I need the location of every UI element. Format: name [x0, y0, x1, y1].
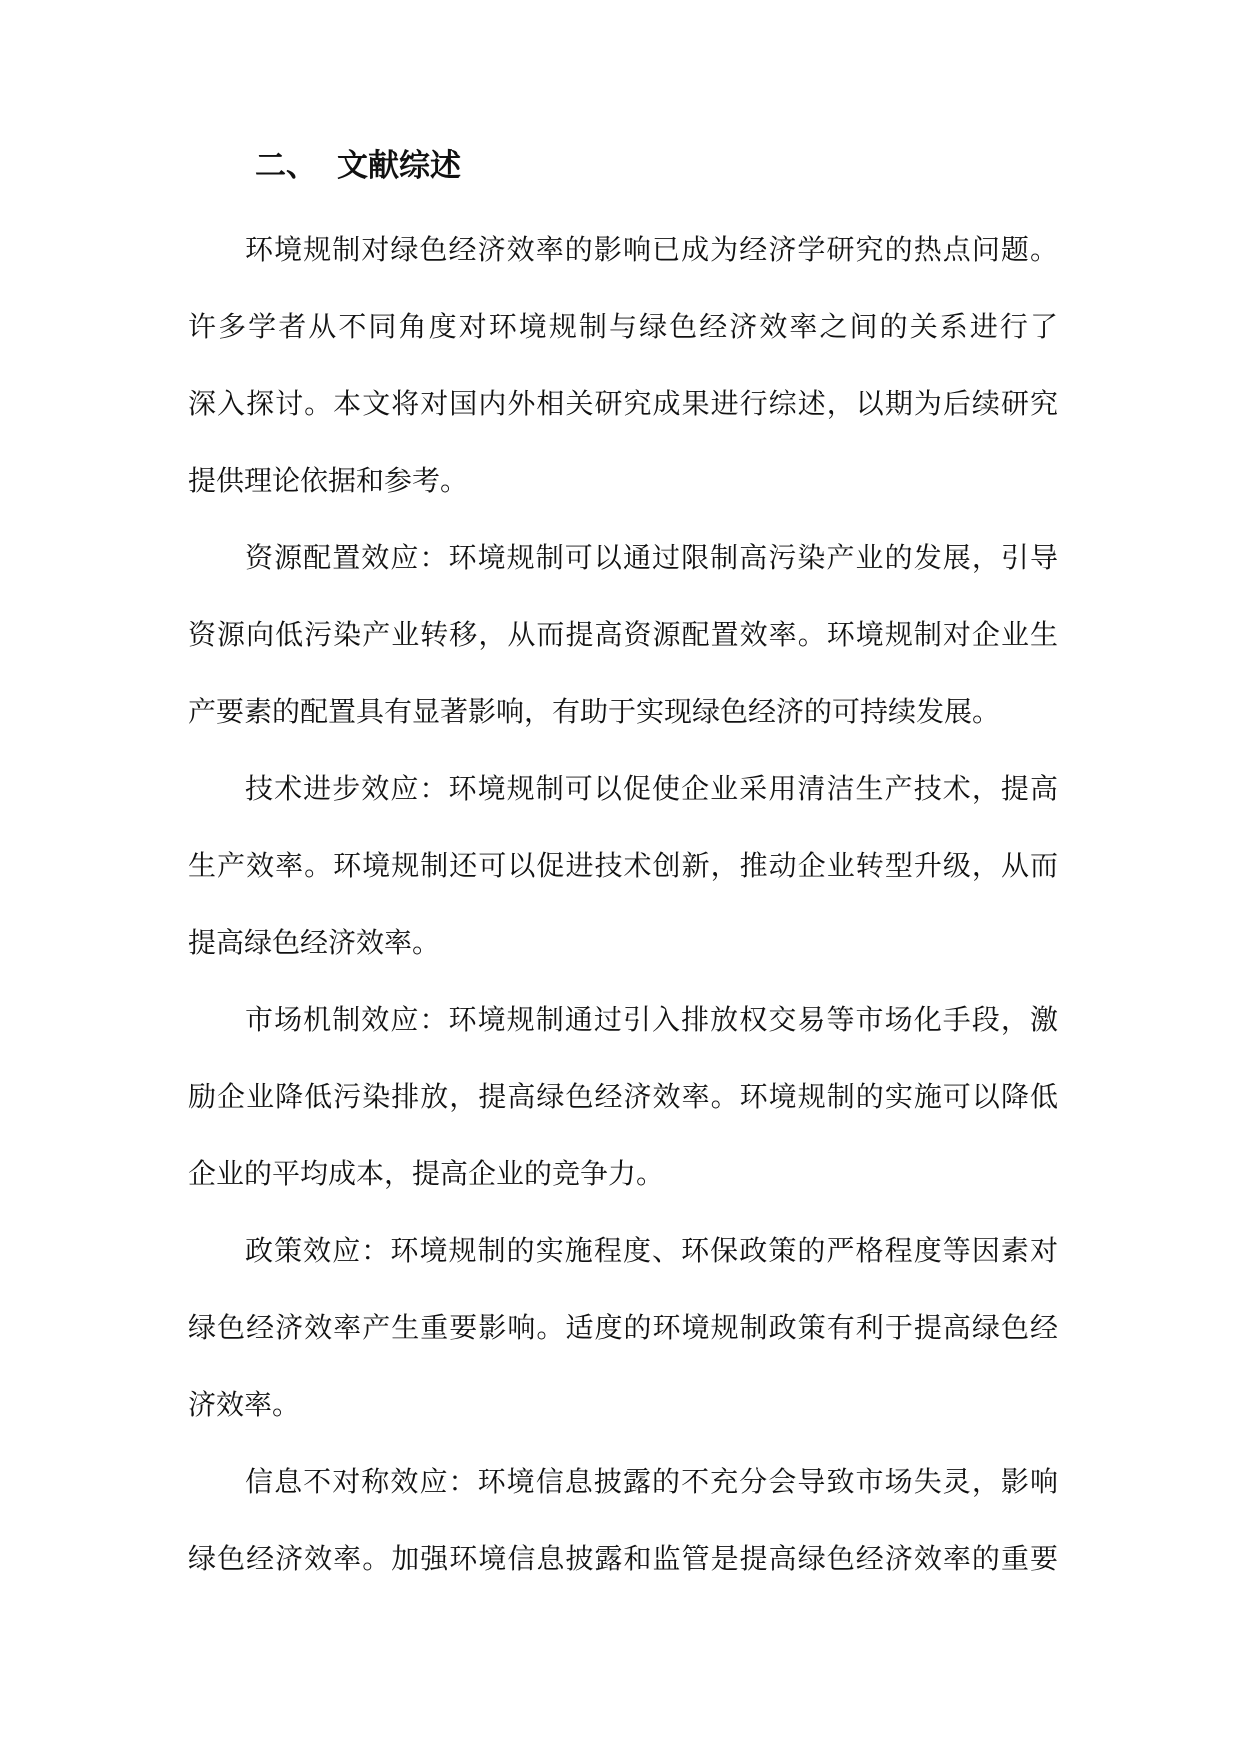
section-title: 文献综述	[337, 148, 461, 184]
text-line: 许多学者从不同角度对环境规制与绿色经济效率之间的关系进行了	[188, 310, 1058, 343]
text-line: 产要素的配置具有显著影响，有助于实现绿色经济的可持续发展。	[188, 695, 1001, 728]
text-line: 技术进步效应：环境规制可以促使企业采用清洁生产技术，提高	[245, 772, 1058, 805]
text-line: 绿色经济效率。加强环境信息披露和监管是提高绿色经济效率的重要	[188, 1542, 1058, 1575]
text-line: 信息不对称效应：环境信息披露的不充分会导致市场失灵，影响	[245, 1465, 1058, 1498]
text-line: 政策效应：环境规制的实施程度、环保政策的严格程度等因素对	[245, 1234, 1058, 1267]
text-line: 绿色经济效率产生重要影响。适度的环境规制政策有利于提高绿色经	[188, 1311, 1058, 1344]
text-line: 提高绿色经济效率。	[188, 926, 441, 959]
text-line: 深入探讨。本文将对国内外相关研究成果进行综述，以期为后续研究	[188, 387, 1058, 420]
text-line: 环境规制对绿色经济效率的影响已成为经济学研究的热点问题。	[245, 233, 1058, 266]
text-line: 资源配置效应：环境规制可以通过限制高污染产业的发展，引导	[245, 541, 1058, 574]
text-line: 生产效率。环境规制还可以促进技术创新，推动企业转型升级，从而	[188, 849, 1058, 882]
text-line: 济效率。	[188, 1388, 301, 1421]
text-line: 市场机制效应：环境规制通过引入排放权交易等市场化手段，激	[245, 1003, 1058, 1036]
text-line: 企业的平均成本，提高企业的竞争力。	[188, 1157, 665, 1190]
text-line: 提供理论依据和参考。	[188, 464, 469, 497]
body-text	[188, 230, 1058, 1616]
section-heading	[255, 146, 461, 186]
text-line: 励企业降低污染排放，提高绿色经济效率。环境规制的实施可以降低	[188, 1080, 1058, 1113]
text-line: 资源向低污染产业转移，从而提高资源配置效率。环境规制对企业生	[188, 618, 1058, 651]
section-number: 二、	[255, 148, 317, 184]
